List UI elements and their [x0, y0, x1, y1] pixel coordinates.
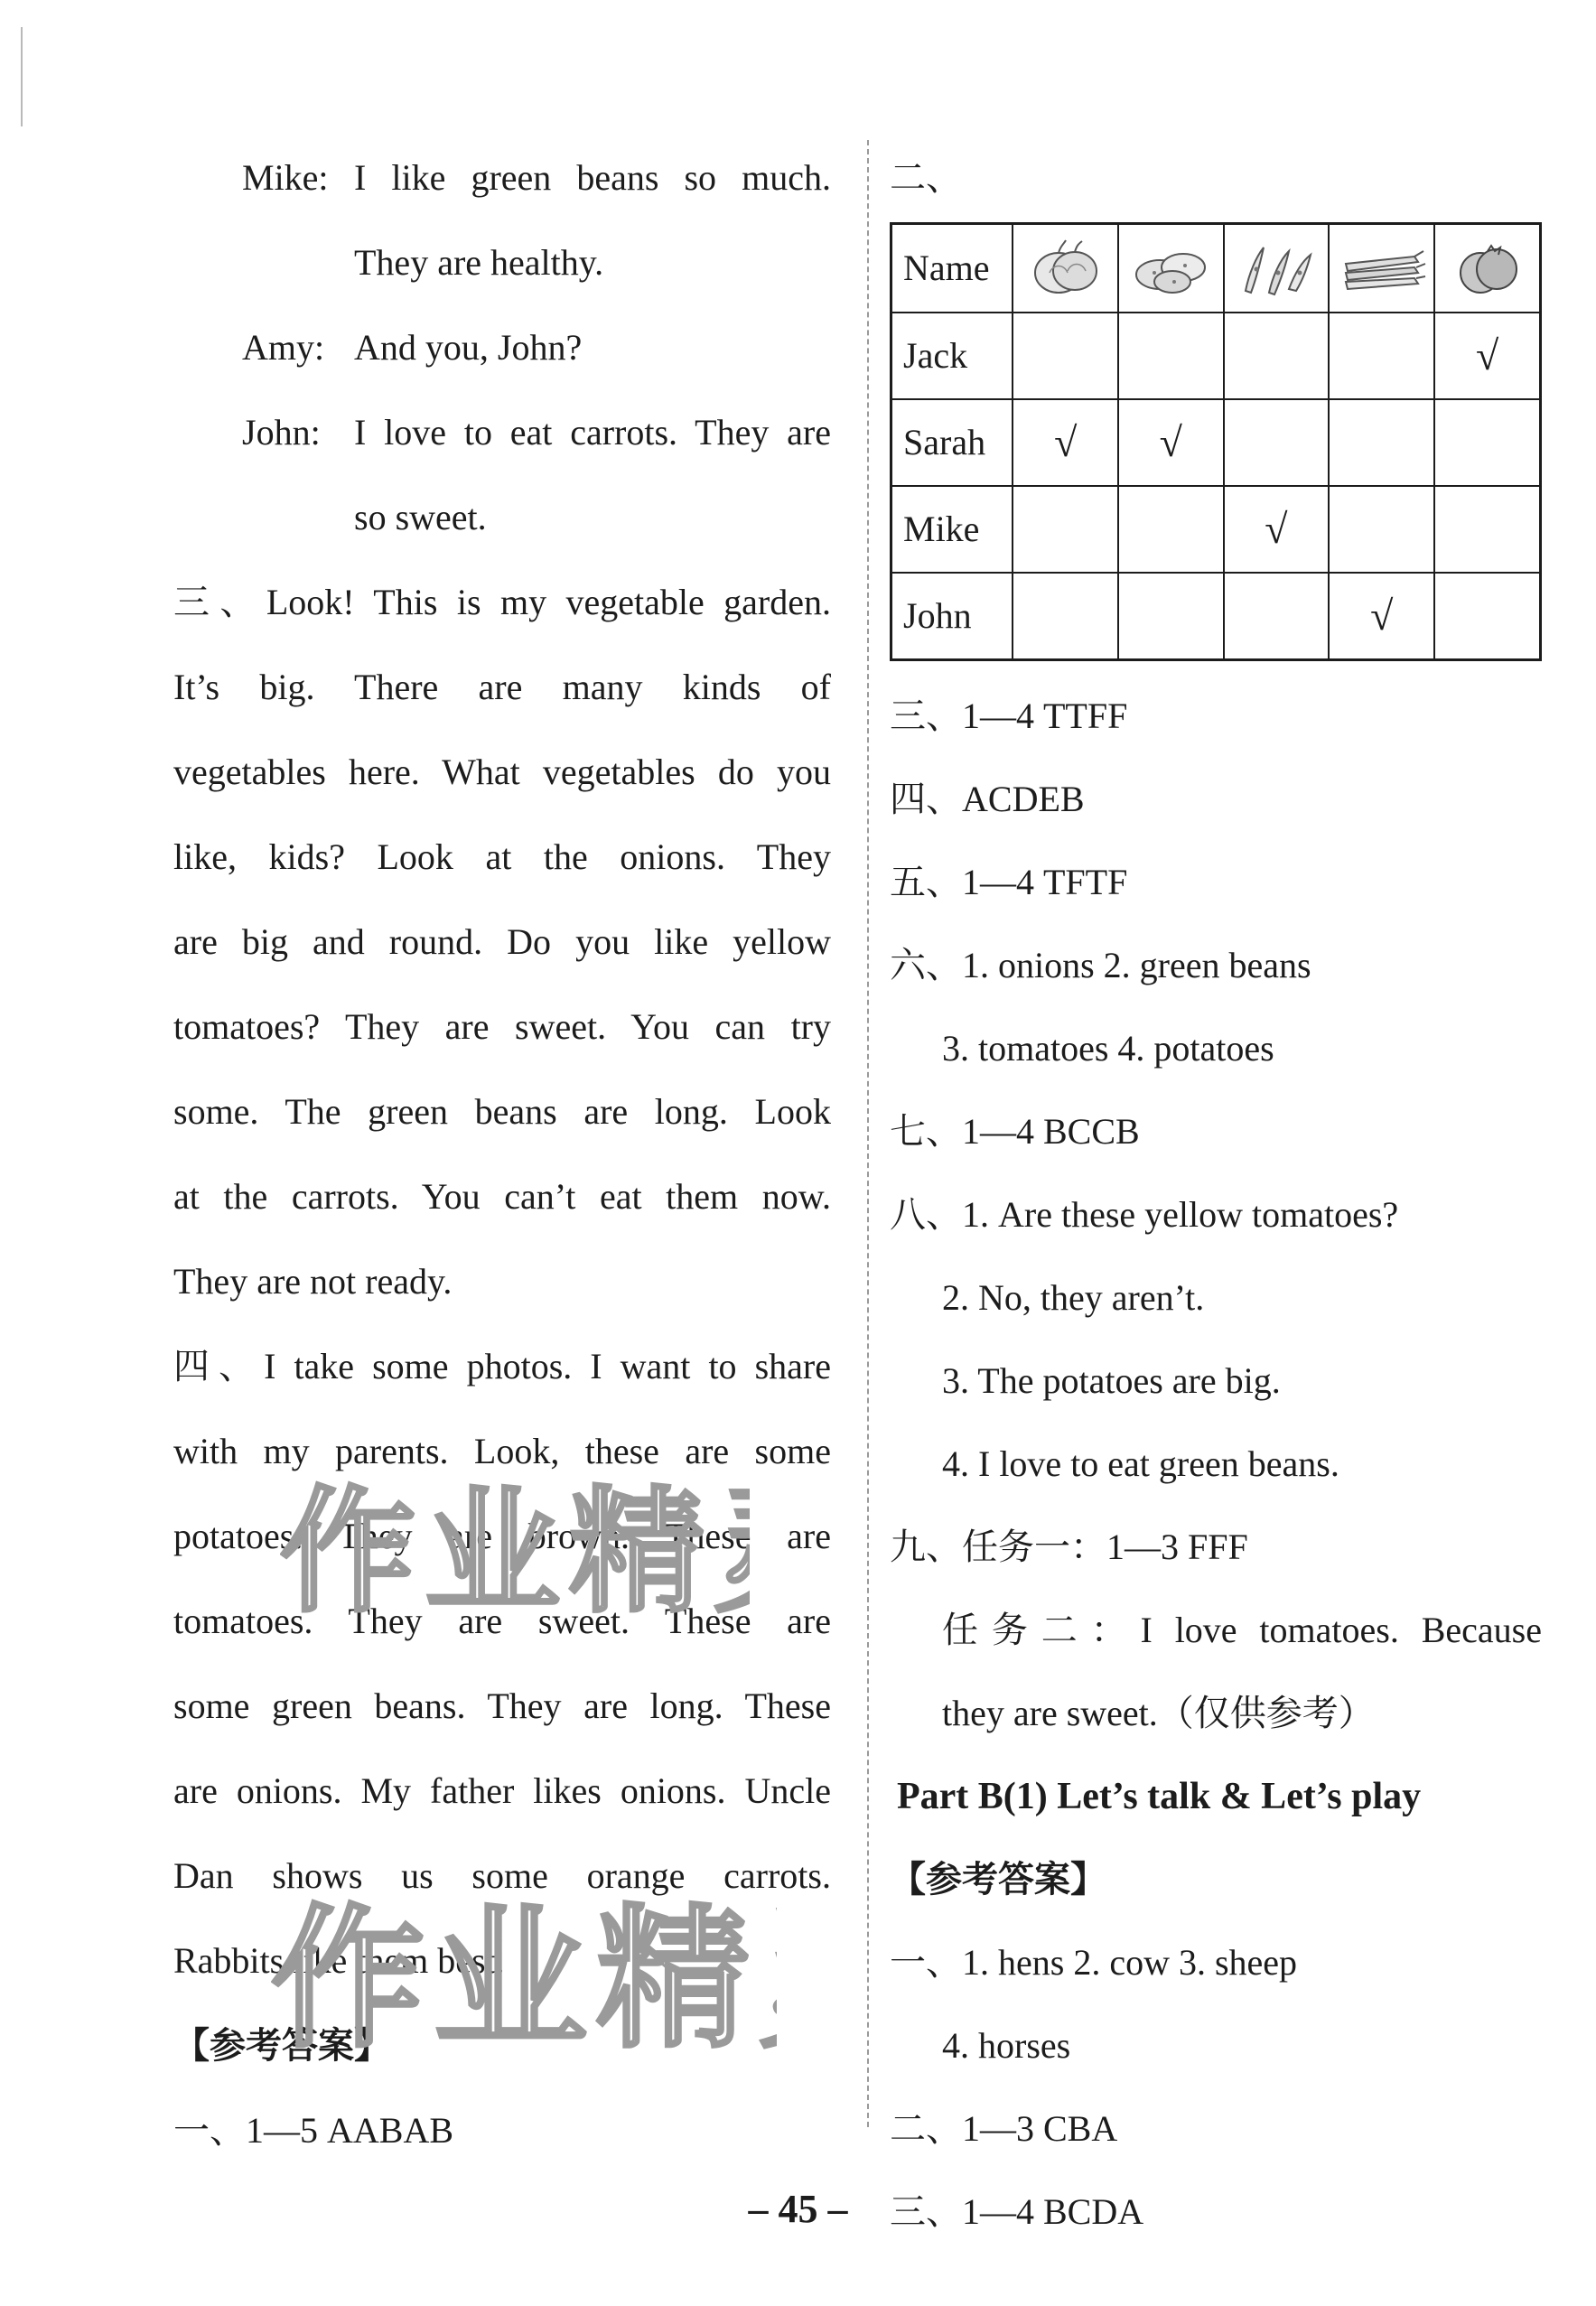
check-cell	[1224, 313, 1330, 399]
check-mark: √	[1013, 399, 1118, 486]
section-label: 二、	[890, 157, 962, 198]
dialogue-text: They are healthy.	[354, 242, 604, 283]
paragraph-line: Dan shows us some orange carrots.	[173, 1855, 831, 1896]
answer-line: 七、1—4 BCCB	[890, 1111, 1140, 1152]
answer-line: 四、ACDEB	[890, 779, 1085, 819]
answer-line: 4. horses	[942, 2025, 1071, 2066]
page-number: – 45 –	[748, 2187, 848, 2231]
left-column	[173, 135, 831, 2173]
svg-text:作业精灵: 作业精	[271, 1891, 760, 2059]
paragraph-line: 三、Look! This is my vegetable garden.	[173, 582, 831, 622]
paragraph-line: potatoes. They are brown. These are	[173, 1516, 831, 1556]
check-mark: √	[1329, 573, 1434, 660]
answer-line: 一、1—5 AABAB	[173, 2110, 454, 2151]
table-row	[891, 573, 1541, 660]
dialogue-line	[173, 135, 831, 220]
column-divider	[867, 140, 869, 2127]
row-name: Jack	[891, 313, 1013, 399]
answer-line: 3. The potatoes are big.	[942, 1360, 1281, 1401]
paragraph-line: are big and round. Do you like yellow	[173, 921, 831, 962]
check-cell	[1434, 399, 1540, 486]
check-mark: √	[1434, 313, 1540, 399]
answers-heading: 【参考答案】	[173, 2025, 390, 2066]
answer-line: 4. I love to eat green beans.	[942, 1443, 1339, 1484]
paragraph-line: Rabbits like them best.	[173, 1940, 505, 1981]
speaker: Mike:	[242, 157, 329, 198]
paragraph-line: some green beans. They are long. These	[173, 1685, 831, 1726]
paragraph-line: with my parents. Look, these are some	[173, 1431, 831, 1471]
paragraph-line: tomatoes. They are sweet. These are	[173, 1601, 831, 1641]
speaker: Amy:	[242, 327, 325, 368]
part-heading: Part B(1) Let’s talk & Let’s play	[897, 1776, 1422, 1817]
check-cell	[1434, 573, 1540, 660]
check-cell	[1013, 573, 1118, 660]
dialogue-line	[173, 220, 831, 305]
answer-line: 三、1—4 TTFF	[890, 696, 1128, 736]
answer-line: 六、1. onions 2. green beans	[890, 945, 1311, 985]
answer-line: 3. tomatoes 4. potatoes	[942, 1028, 1274, 1069]
paragraph-line: some. The green beans are long. Look	[173, 1091, 831, 1132]
margin-line	[21, 27, 23, 126]
speaker: John:	[242, 412, 321, 453]
row-name: Sarah	[891, 399, 1013, 486]
check-cell	[1013, 313, 1118, 399]
potato-icon	[1118, 224, 1224, 313]
answer-line: 八、1. Are these yellow tomatoes?	[890, 1194, 1399, 1235]
check-cell	[1329, 486, 1434, 573]
dialogue-text: I love to eat carrots. They are	[354, 412, 831, 453]
answer-line: 任务二：I love tomatoes. Because	[942, 1610, 1542, 1650]
table-row	[891, 399, 1541, 486]
dialogue-line	[173, 475, 831, 560]
answer-line: 九、任务一：1—3 FFF	[890, 1526, 1248, 1567]
answer-line: 五、1—4 TFTF	[890, 862, 1128, 902]
dialogue-text: so sweet.	[354, 497, 487, 537]
row-name: Mike	[891, 486, 1013, 573]
paragraph-line: It’s big. There are many kinds of	[173, 667, 831, 707]
svg-text:作业精灵: 作业精	[280, 1474, 714, 1626]
check-cell	[1118, 573, 1224, 660]
check-cell	[1013, 486, 1118, 573]
answer-line: 2. No, they aren’t.	[942, 1277, 1205, 1318]
paragraph-line: like, kids? Look at the onions. They	[173, 836, 831, 877]
vegetable-table	[890, 222, 1542, 661]
check-mark: √	[1118, 399, 1224, 486]
dialogue-text: And you, John?	[354, 327, 583, 368]
paragraph-line: are onions. My father likes onions. Uncle	[173, 1770, 831, 1811]
paragraph-line: at the carrots. You can’t eat them now.	[173, 1176, 831, 1217]
carrot-icon	[1329, 224, 1434, 313]
check-cell	[1224, 573, 1330, 660]
tomato-icon	[1434, 224, 1540, 313]
table-header-row	[891, 224, 1541, 313]
paragraph-line: tomatoes? They are sweet. You can try	[173, 1006, 831, 1047]
check-mark: √	[1224, 486, 1330, 573]
row-name: John	[891, 573, 1013, 660]
answer-line: 二、1—3 CBA	[890, 2108, 1118, 2149]
dialogue-line	[173, 390, 831, 475]
answer-line: 一、1. hens 2. cow 3. sheep	[890, 1942, 1298, 1983]
paragraph-line: They are not ready.	[173, 1261, 453, 1302]
check-cell	[1118, 486, 1224, 573]
paragraph-line: 四、I take some photos. I want to share	[173, 1346, 831, 1386]
answer-line: 三、1—4 BCDA	[890, 2191, 1144, 2232]
check-cell	[1329, 313, 1434, 399]
table-row	[891, 313, 1541, 399]
check-cell	[1434, 486, 1540, 573]
dialogue-text: I like green beans so much.	[354, 157, 831, 198]
table-header-name: Name	[891, 224, 1013, 313]
right-column	[890, 135, 1542, 2253]
table-row	[891, 486, 1541, 573]
answer-line: they are sweet.（仅供参考）	[942, 1693, 1375, 1733]
check-cell	[1224, 399, 1330, 486]
green-bean-icon	[1224, 224, 1330, 313]
onion-icon	[1013, 224, 1118, 313]
paragraph-line: vegetables here. What vegetables do you	[173, 752, 831, 792]
check-cell	[1118, 313, 1224, 399]
check-cell	[1329, 399, 1434, 486]
answers-heading: 【参考答案】	[890, 1859, 1106, 1900]
dialogue-line	[173, 305, 831, 390]
